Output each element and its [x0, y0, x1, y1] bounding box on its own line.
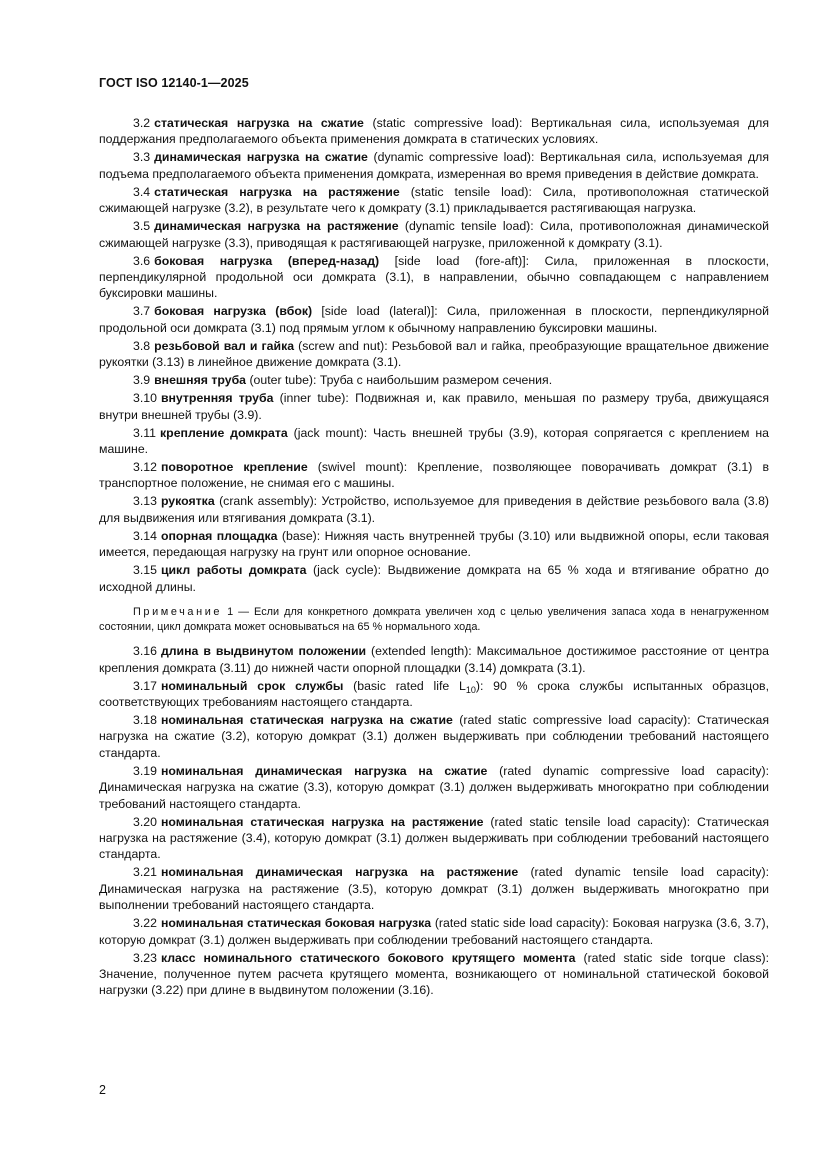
item-number: 3.19 [133, 763, 157, 778]
item-number: 3.16 [133, 644, 157, 659]
term: опорная площадка [160, 528, 278, 543]
definition-text: (dynamic tensile load): Сила, противоположная динамической сжимающей нагрузке (3.3), приводящая к растягивающей нагрузке, приложенной к домкрату (3.1). [99, 219, 769, 250]
item-number: 3.17 [133, 678, 157, 693]
definition-text: ): 90 % срока службы испытанных образцов, соответствующих требованиям настоящего стандарта. [99, 678, 769, 709]
definition-text: (dynamic compressive load): Вертикальная сила, используемая для подъема предполагаемого объекта применения домкрата, измеренная во время приведения в действие домкрата. [99, 150, 769, 181]
page-number: 2 [99, 1083, 106, 1097]
item-number: 3.9 [133, 373, 151, 388]
definition-item [99, 149, 769, 182]
definition-item [99, 184, 769, 217]
item-number: 3.7 [133, 304, 151, 319]
definition-text: (outer tube): Труба с наибольшим размером сечения. [246, 373, 553, 388]
item-number: 3.22 [133, 916, 157, 931]
definition-item [99, 218, 769, 251]
definition-item [99, 253, 769, 302]
term: резьбовой вал и гайка [154, 338, 295, 353]
definition-text: (rated dynamic compressive load capacity): Динамическая нагрузка на сжатие (3.3), которую домкрат (3.1) должен выдерживать многократно при соблюдении требований настоящего стандарта. [99, 763, 769, 811]
note-text: 1 — Если для конкретного домкрата увеличен ход с целью увеличения запаса хода в ненагруженном состоянии, цикл домкрата может основываться на 65 % нормального хода. [99, 606, 769, 634]
definition-item [99, 493, 769, 526]
definition-text: (crank assembly): Устройство, используемое для приведения в действие резьбового вала (3.8) для выдвижения или втягивания домкрата (3.1). [99, 494, 769, 525]
definition-text: (rated static side torque class): Значение, полученное путем расчета крутящего момента, возникающего от номинальной статической боковой нагрузки (3.22) при длине в выдвинутом положении (3.16). [99, 950, 769, 998]
definition-text: (rated static compressive load capacity): Статическая нагрузка на сжатие (3.2), которую домкрат (3.1) должен выдерживать при соблюдении требований настоящего стандарта. [99, 712, 769, 760]
term: крепление домкрата [160, 425, 288, 440]
item-number: 3.3 [133, 150, 151, 165]
definition-item [99, 115, 769, 148]
item-number: 3.6 [133, 253, 151, 268]
term: статическая нагрузка на растяжение [154, 184, 400, 199]
definition-item [99, 372, 769, 388]
term: номинальная статическая нагрузка на растяжение [160, 814, 484, 829]
definition-text: [side load (fore-aft)]: Сила, приложенная в плоскости, перпендикулярной продольной оси домкрата (3.1), в направлении, обычно совпадающем с направлением буксировки машины. [99, 253, 769, 301]
term: рукоятка [160, 494, 215, 509]
definition-text: (jack cycle): Выдвижение домкрата на 65 % хода и втягивание обратно до исходной длины. [99, 563, 769, 594]
definition-text: (jack mount): Часть внешней трубы (3.9), которая сопрягается с креплением на машине. [99, 425, 769, 457]
definition-text: (inner tube): Подвижная и, как правило, меньшая по размеру труба, движущаяся внутри внешней трубы (3.9). [99, 391, 769, 422]
term: динамическая нагрузка на сжатие [154, 150, 368, 165]
term: номинальная динамическая нагрузка на сжатие [160, 763, 488, 778]
definition-text: [side load (lateral)]: Сила, приложенная в плоскости, перпендикулярной продольной оси домкрата (3.1) под прямым углом к обычному направлению буксировки машины. [99, 304, 769, 335]
definition-item [99, 338, 769, 371]
term: статическая нагрузка на сжатие [154, 116, 364, 130]
note [99, 605, 769, 635]
term: боковая нагрузка (вбок) [154, 304, 313, 319]
definition-item [99, 459, 769, 492]
definition-item [99, 763, 769, 812]
definition-text: (rated static tensile load capacity): Статическая нагрузка на растяжение (3.4), которую домкрат (3.1) должен выдерживать при соблюдении требований настоящего стандарта. [99, 814, 769, 862]
definition-item [99, 643, 769, 676]
document-body [99, 115, 769, 1000]
item-number: 3.15 [133, 563, 157, 578]
term: номинальный срок службы [160, 678, 344, 693]
definition-text: (rated dynamic tensile load capacity): Динамическая нагрузка на растяжение (3.5), которую домкрат (3.1) должен выдерживать многократно при выполнении требований настоящего стандарта. [99, 865, 769, 913]
item-number: 3.5 [133, 219, 151, 234]
term: поворотное крепление [160, 460, 308, 475]
definition-item [99, 712, 769, 761]
item-number: 3.18 [133, 712, 157, 727]
definition-text: (screw and nut): Резьбовой вал и гайка, преобразующие вращательное движение рукоятки (3.13) в линейное движение домкрата (3.1). [99, 338, 769, 370]
item-number: 3.8 [133, 338, 151, 353]
item-number: 3.23 [133, 950, 157, 965]
item-number: 3.20 [133, 814, 157, 829]
term: класс номинального статического бокового крутящего момента [160, 950, 576, 965]
term: внутренняя труба [160, 391, 274, 406]
definition-item [99, 814, 769, 863]
term: боковая нагрузка (вперед-назад) [154, 253, 380, 268]
definition-item [99, 864, 769, 913]
definition-text: (rated static side load capacity): Боковая нагрузка (3.6, 3.7), которую домкрат (3.1) должен выдерживать при соблюдении требований настоящего стандарта. [99, 916, 769, 947]
definition-text: (base): Нижняя часть внутренней трубы (3.10) или выдвижной опоры, если таковая имеется, передающая нагрузку на грунт или опорное основание. [99, 528, 769, 560]
definition-text: (swivel mount): Крепление, позволяющее поворачивать домкрат (3.1) в транспортное положение, не снимая его с машины. [99, 460, 769, 491]
note-label: Примечание [133, 606, 223, 619]
definition-text: (static compressive load): Вертикальная сила, используемая для поддержания предполагаемого объекта применения домкрата в статических условиях. [99, 116, 770, 147]
item-number: 3.14 [133, 528, 157, 543]
term: цикл работы домкрата [160, 563, 307, 578]
term: номинальная статическая нагрузка на сжатие [160, 712, 453, 727]
document-header: ГОСТ ISO 12140-1—2025 [99, 76, 249, 90]
subscript: 10 [465, 684, 476, 695]
definition-text: (static tensile load): Сила, противоположная статической сжимающей нагрузке (3.2), в результате чего к домкрату (3.1) прикладывается растягивающая нагрузка. [99, 184, 770, 216]
definition-item [99, 562, 769, 595]
definition-item [99, 303, 769, 336]
item-number: 3.2 [133, 116, 151, 130]
definition-item [99, 425, 769, 458]
item-number: 3.10 [133, 391, 157, 406]
definition-item [99, 678, 769, 711]
term: длина в выдвинутом положении [160, 644, 367, 659]
term: номинальная динамическая нагрузка на растяжение [160, 865, 519, 880]
term: динамическая нагрузка на растяжение [154, 219, 399, 234]
item-number: 3.21 [133, 865, 157, 880]
definition-item [99, 915, 769, 948]
item-number: 3.11 [133, 425, 157, 440]
term: внешняя труба [154, 373, 247, 388]
item-number: 3.13 [133, 494, 157, 509]
definition-item [99, 528, 769, 561]
definition-item [99, 390, 769, 423]
definition-item [99, 950, 769, 999]
definition-text: (extended length): Максимальное достижимое расстояние от центра крепления домкрата (3.11) до нижней части опорной площадки (3.14) домкрата (3.1). [99, 644, 769, 675]
item-number: 3.4 [133, 184, 151, 199]
term: номинальная статическая боковая нагрузка [160, 916, 432, 931]
item-number: 3.12 [133, 460, 157, 475]
definition-text: (basic rated life L [343, 678, 466, 693]
